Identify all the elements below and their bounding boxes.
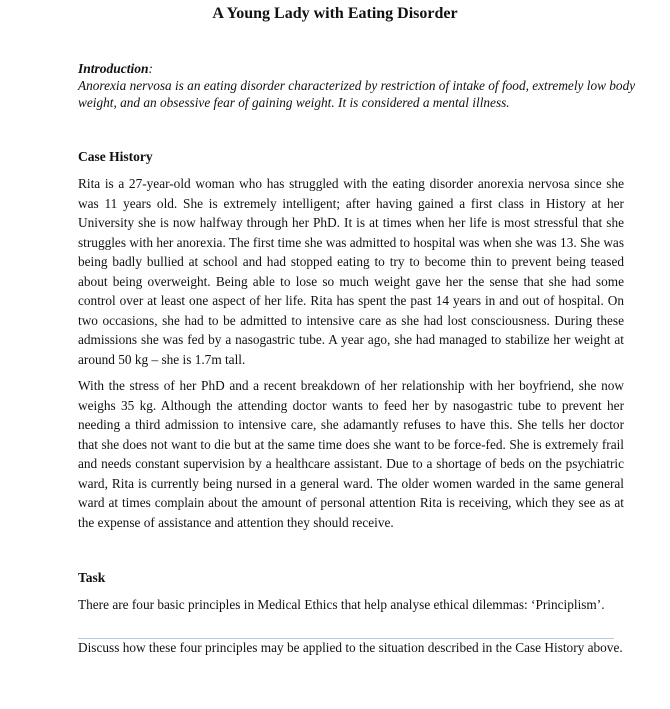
task-heading: Task — [78, 570, 106, 585]
case-history-paragraph-1: Rita is a 27-year-old woman who has struggled with the eating disorder anorexia nervosa since she was 11 years old. She is extremely intelligent; after having gained a first class in History at her University she is now halfway through her PhD. It is at times when her life is most stressful that she struggles with her anorexia. The first time she was admitted to hospital was when she was 13. She was being badly bullied at school and had stopped eating to try to become thin to prevent being teased about being overweight. Being able to lose so much weight gave her the sense that she had some control over at least one aspect of her life. Rita has spent the past 14 years in and out of hospital. On two occasions, she had to be admitted to intensive care as she had lost consciousness. During these admissions she was fed by a nasogastric tube. A year ago, she had managed to stabilize her weight at around 50 kg – she is 1.7m tall. — [78, 176, 624, 367]
task-principles-text: There are four basic principles in Medical Ethics that help analyse ethical dilemmas: ‘Principlism’. — [78, 597, 605, 612]
introduction-heading — [78, 60, 153, 77]
task-discussion-text: Discuss how these four principles may be applied to the situation described in the Case History above. — [78, 640, 623, 655]
case-history-heading: Case History — [78, 149, 153, 164]
document-title: A Young Lady with Eating Disorder — [212, 5, 458, 22]
case-history-paragraph-2: With the stress of her PhD and a recent breakdown of her relationship with her boyfriend, she now weighs 35 kg. Although the attending doctor wants to feed her by nasogastric tube to prevent her needing a third admission to intensive care, she adamantly refuses to have this. She tells her doctor that she does not want to die but at the same time does she want to be force-fed. She is extremely frail and needs constant supervision by a healthcare assistant. Due to a shortage of beds on the psychiatric ward, Rita is currently being nursed in a general ward. The older women warded in the same general ward at times complain about the amount of personal attention Rita is receiving, which they see as at the expense of assistance and attention they should receive. — [78, 378, 624, 530]
introduction-text: Anorexia nervosa is an eating disorder characterized by restriction of intake of food, extremely low body weight, and an obsessive fear of gaining weight. It is considered a mental illness. — [78, 78, 636, 110]
introduction-heading-label: Introduction — [78, 61, 149, 76]
introduction-heading-colon: : — [148, 61, 154, 76]
